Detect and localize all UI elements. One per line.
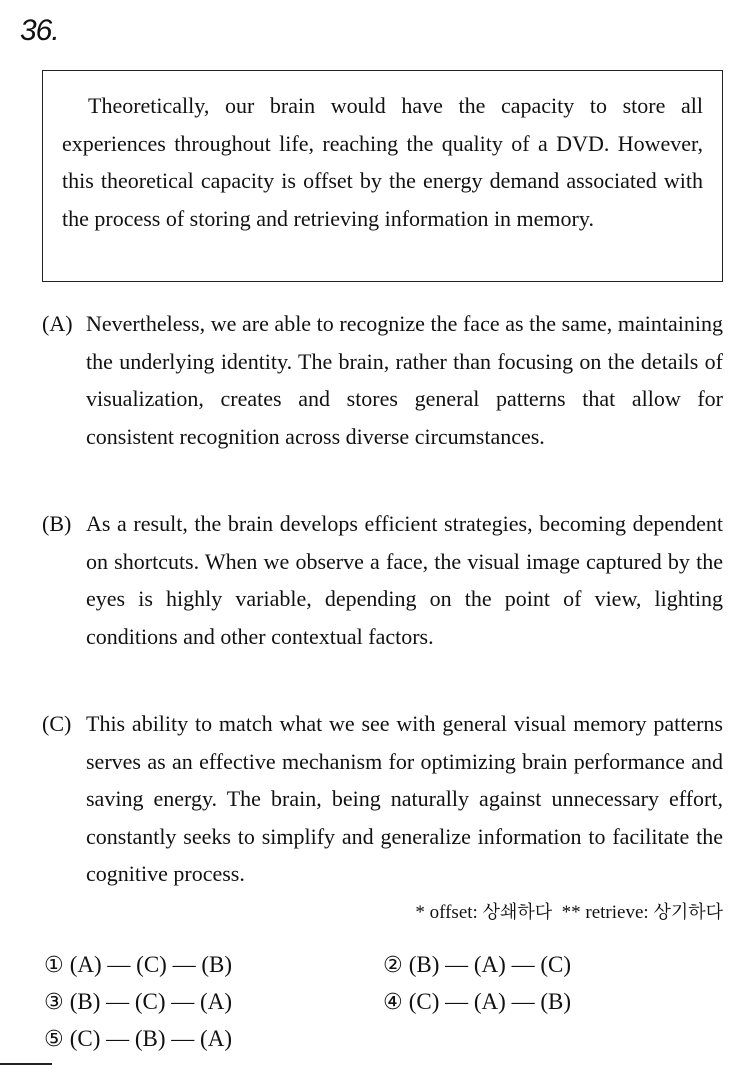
choice-order-2: (B) — (A) — (C): [408, 952, 571, 977]
choice-number-4: ④: [383, 990, 403, 1015]
choice-order-1: (A) — (C) — (B): [69, 952, 232, 977]
intro-box: [42, 70, 723, 282]
choice-3[interactable]: [44, 989, 232, 1015]
footnote-meaning-offset: 상쇄하다: [482, 902, 553, 923]
choice-number-1: ①: [44, 953, 64, 978]
question-number: 36.: [20, 14, 59, 47]
choice-2[interactable]: [383, 952, 571, 978]
paragraph-label-b: (B): [42, 511, 72, 536]
choice-number-2: ②: [383, 953, 403, 978]
paragraph-b: [42, 505, 723, 655]
paragraph-c: [42, 705, 723, 893]
choice-number-5: ⑤: [44, 1027, 64, 1052]
paragraph-label-c: (C): [42, 711, 72, 736]
paragraph-a: [42, 305, 723, 455]
intro-text: Theoretically, our brain would have the capacity to store all experiences throughout life, reaching the quality of a DVD. However, this theoretical capacity is offset by the energy demand associated with the process of storing and retrieving information in memory.: [62, 93, 703, 231]
paragraph-text-b: As a result, the brain develops efficient strategies, becoming dependent on shortcuts. When we observe a face, the visual image captured by the eyes is highly variable, depending on the point of view, lighting conditions and other contextual factors.: [86, 511, 723, 649]
choice-order-5: (C) — (B) — (A): [69, 1026, 232, 1051]
paragraph-text-c: This ability to match what we see with general visual memory patterns serves as an effective mechanism for optimizing brain performance and saving energy. The brain, being naturally against unnecessary effort, constantly seeks to simplify and generalize information to facilitate the cognitive process.: [86, 711, 723, 886]
paragraph-text-a: Nevertheless, we are able to recognize the face as the same, maintaining the underlying identity. The brain, rather than focusing on the details of visualization, creates and stores general patterns that allow for consistent recognition across diverse circumstances.: [86, 311, 723, 449]
choice-1[interactable]: [44, 952, 232, 978]
footnote-term-retrieve: ** retrieve:: [561, 902, 654, 923]
choice-order-4: (C) — (A) — (B): [408, 989, 571, 1014]
footnote-meaning-retrieve: 상기하다: [653, 902, 723, 923]
footnote-term-offset: * offset:: [415, 902, 483, 923]
paragraph-label-a: (A): [42, 311, 73, 336]
footnote: [415, 898, 723, 924]
choice-number-3: ③: [44, 990, 64, 1015]
choice-order-3: (B) — (C) — (A): [69, 989, 232, 1014]
choice-5[interactable]: [44, 1026, 232, 1052]
choice-4[interactable]: [383, 989, 571, 1015]
